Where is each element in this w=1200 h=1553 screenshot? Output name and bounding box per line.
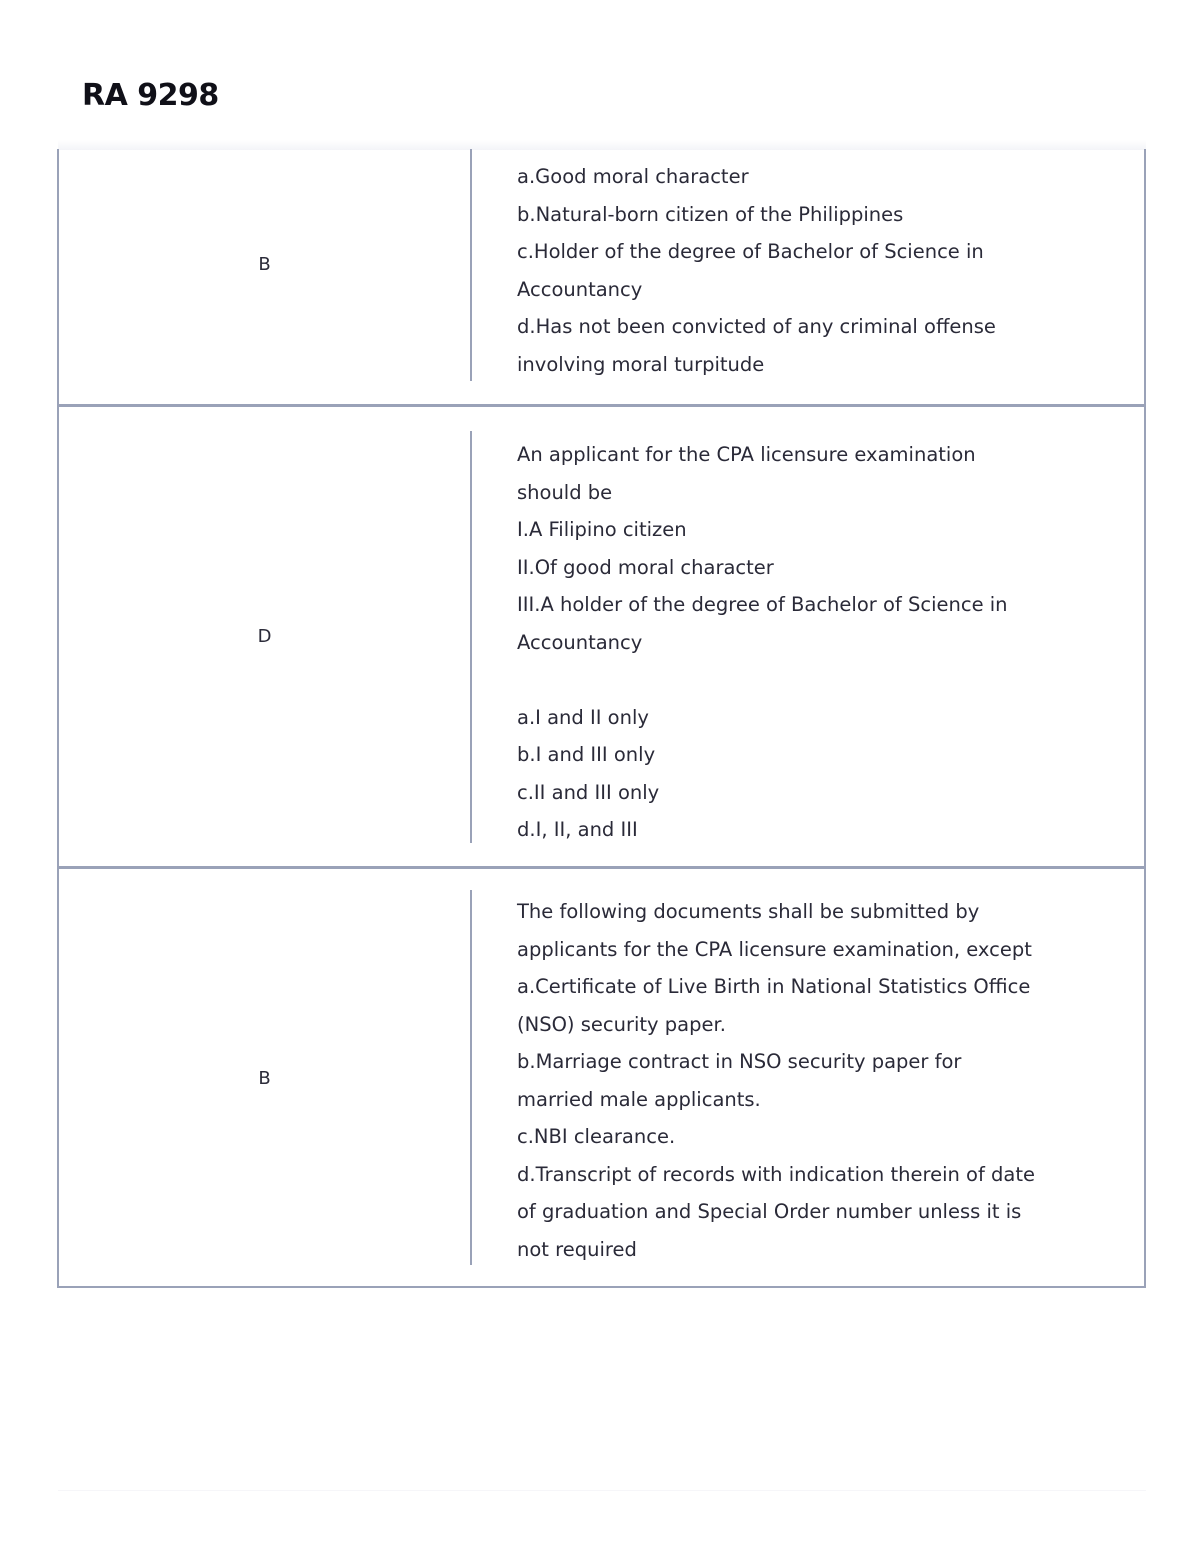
- definition-line: involving moral turpitude: [517, 352, 765, 376]
- flashcard-table: [57, 149, 1146, 1288]
- term-text: D: [257, 626, 272, 647]
- definition-line: [517, 661, 1084, 699]
- definition-line: not required: [517, 1237, 637, 1261]
- definition-line: a.Good moral character: [517, 165, 749, 188]
- definition-line: a.I and II only: [517, 705, 649, 729]
- definition-line: III.A holder of the degree of Bachelor of Science in: [517, 593, 1008, 616]
- definition-line: Accountancy: [517, 630, 643, 654]
- definition-line: of graduation and Special Order number unless it is: [517, 1200, 1022, 1223]
- definition-line: c.NBI clearance.: [517, 1125, 676, 1148]
- term-text: B: [258, 254, 271, 275]
- footer-divider: [58, 1490, 1146, 1491]
- definition-line: Accountancy: [517, 277, 643, 301]
- flashcard-row: [59, 866, 1144, 1286]
- card-term: [59, 869, 470, 1286]
- definition-line: c.II and III only: [517, 780, 660, 804]
- definition-line: d.Transcript of records with indication therein of date: [517, 1162, 1036, 1186]
- definition-line: b.I and III only: [517, 743, 656, 766]
- definition-line: applicants for the CPA licensure examination, except: [517, 937, 1032, 961]
- definition-line: d.I, II, and III: [517, 818, 638, 841]
- term-text: B: [258, 1068, 271, 1089]
- page-title: RA 9298: [82, 78, 219, 113]
- definition-line: I.A Filipino citizen: [517, 518, 687, 541]
- flashcard-row: [59, 404, 1144, 866]
- definition-line: should be: [517, 480, 613, 504]
- definition-line: An applicant for the CPA licensure examination: [517, 443, 976, 466]
- definition-line: d.Has not been convicted of any criminal offense: [517, 315, 996, 338]
- flashcard-row: [59, 149, 1144, 404]
- definition-line: b.Natural-born citizen of the Philippines: [517, 202, 904, 226]
- definition-line: c.Holder of the degree of Bachelor of Science in: [517, 240, 984, 263]
- card-definition: [472, 149, 1144, 404]
- card-definition: [472, 407, 1144, 866]
- definition-line: b.Marriage contract in NSO security paper for: [517, 1050, 962, 1073]
- definition-line: II.Of good moral character: [517, 555, 774, 579]
- definition-line: married male applicants.: [517, 1087, 761, 1111]
- card-term: [59, 149, 470, 404]
- definition-line: a.Certificate of Live Birth in National Statistics Office: [517, 975, 1031, 998]
- card-definition: [472, 869, 1144, 1286]
- card-term: [59, 407, 470, 866]
- definition-line: (NSO) security paper.: [517, 1012, 726, 1036]
- definition-line: The following documents shall be submitted by: [517, 900, 980, 923]
